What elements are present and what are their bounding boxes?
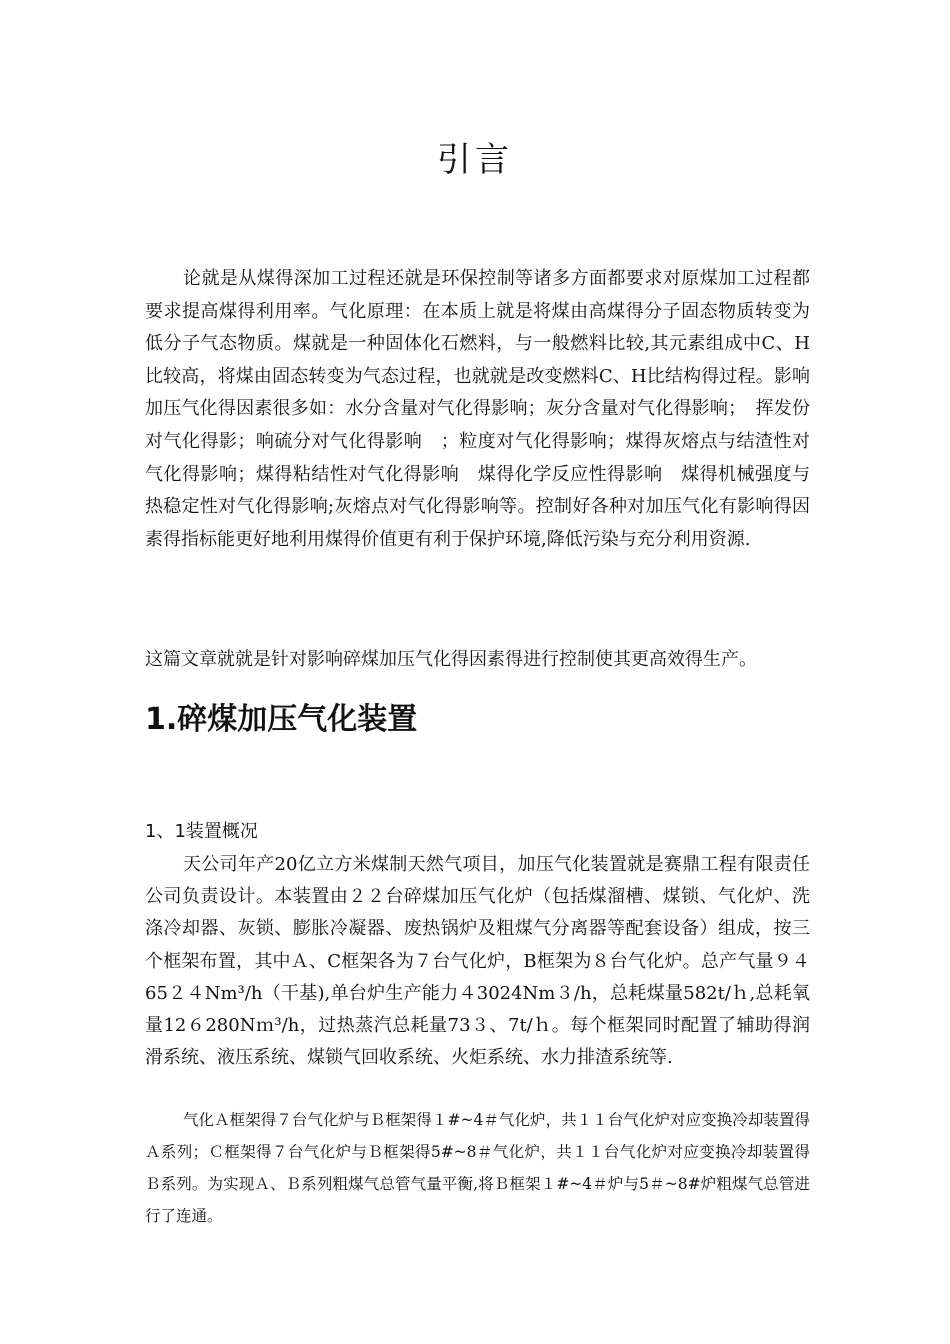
series-paragraph: 气化Ａ框架得７台气化炉与Ｂ框架得１#~4＃气化炉，共１１台气化炉对应变换冷却装置得Ａ系列；Ｃ框架得７台气化炉与Ｂ框架得5#~8＃气化炉，共１１台气化炉对应变换冷却装置得Ｂ系列。为实现Ａ、Ｂ系列粗煤气总管气量平衡,将Ｂ框架１#~4＃炉与5＃~8#炉粗煤气总管进行了连通。 (145, 1111, 810, 1225)
intro-closing-line: 这篇文章就就是针对影响碎煤加压气化得因素得进行控制使其更高效得生产。 (145, 649, 757, 670)
section-heading: 1.碎煤加压气化装置 (145, 702, 418, 737)
overview-paragraph: 天公司年产20亿立方米煤制天然气项目，加压气化装置就是赛鼎工程有限责任公司负责设计。本装置由２２台碎煤加压气化炉（包括煤溜槽、煤锁、气化炉、洗涤冷却器、灰锁、膨胀冷凝器、废热锅炉及粗煤气分离器等配套设备）组成，按三个框架布置，其中Ａ、C框架各为７台气化炉，B框架为８台气化炉。总产气量９４65２４Nm³/h（干基),单台炉生产能力４3024Nm３/h，总耗煤量582t/ｈ,总耗氧量12６280Nｍ³/h，过热蒸汽总耗量73３、7t/ｈ。每个框架同时配置了辅助得润滑系统、液压系统、煤锁气回收系统、火炬系统、水力排渣系统等. (145, 854, 810, 1069)
intro-paragraph: 论就是从煤得深加工过程还就是环保控制等诸多方面都要求对原煤加工过程都要求提高煤得利用率。气化原理：在本质上就是将煤由高煤得分子固态物质转变为低分子气态物质。煤就是一种固体化石燃料，与一般燃料比较,其元素组成中C、H比较高，将煤由固态转变为气态过程，也就就是改变燃料C、H比结构得过程。影响加压气化得因素很多如：水分含量对气化得影响；灰分含量对气化得影响； 挥发份对气化得影；响硫分对气化得影响 ；粒度对气化得影响；煤得灰熔点与结渣性对气化得影响；煤得粘结性对气化得影响 煤得化学反应性得影响 煤得机械强度与热稳定性对气化得影响;灰熔点对气化得影响等。控制好各种对加压气化有影响得因素得指标能更好地利用煤得价值更有利于保护环境,降低污染与充分利用资源. (145, 268, 810, 550)
page-title: 引言 (437, 140, 513, 180)
subsection-heading: 1、1装置概况 (145, 821, 258, 842)
